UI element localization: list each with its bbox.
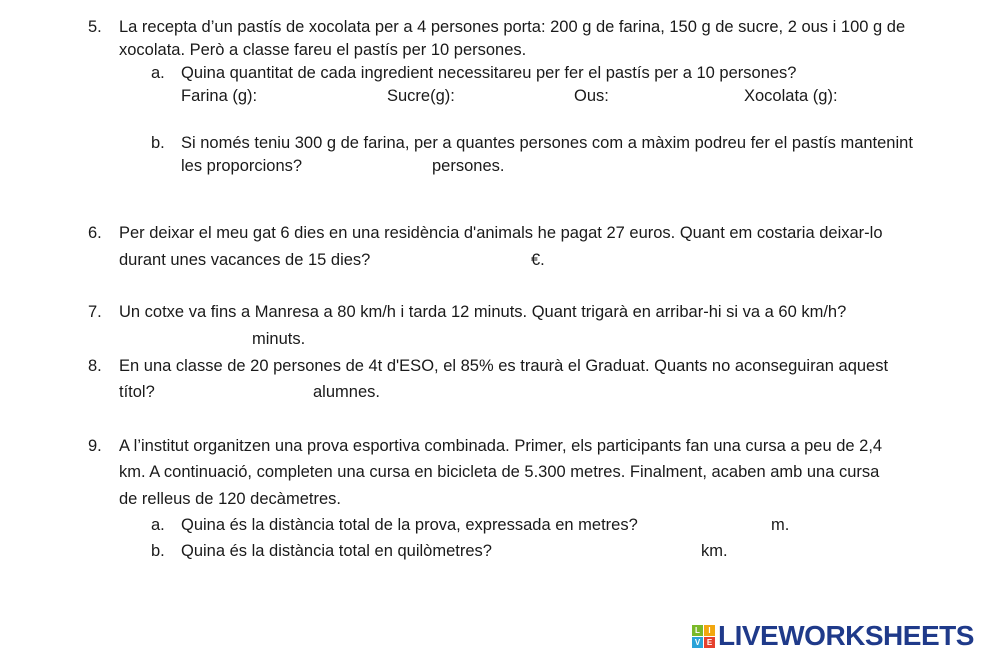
q8-text-line2: títol?: [119, 383, 155, 401]
q5a-letter: a.: [151, 64, 165, 82]
q7-text-line1: Un cotxe va fins a Manresa a 80 km/h i tarda 12 minuts. Quant trigarà en arribar-hi si va a 60 km/h?: [119, 303, 847, 321]
q5a-label-ous: Ous:: [574, 87, 609, 105]
q5-text-line2: xocolata. Però a classe fareu el pastís per 10 persones.: [119, 41, 527, 59]
q9b-unit: km.: [701, 542, 728, 560]
logo-cell-i: I: [704, 625, 715, 636]
q5a-label-xocolata: Xocolata (g):: [744, 87, 838, 105]
logo-text: LIVEWORKSHEETS: [718, 620, 974, 651]
logo-cell-v: V: [692, 637, 703, 648]
q6-number: 6.: [88, 224, 102, 242]
q9-text-line1: A l’institut organitzen una prova esportiva combinada. Primer, els participants fan una cursa a peu de 2,4: [119, 437, 883, 455]
q9a-letter: a.: [151, 516, 165, 534]
q9-text-line3: de relleus de 120 decàmetres.: [119, 490, 341, 508]
q9b-letter: b.: [151, 542, 165, 560]
q5a-label-farina: Farina (g):: [181, 87, 258, 105]
q9b-text: Quina és la distància total en quilòmetres?: [181, 542, 492, 560]
q9-number: 9.: [88, 437, 102, 455]
q7-number: 7.: [88, 303, 102, 321]
logo-mark-icon: [692, 625, 715, 648]
liveworksheets-logo: [692, 620, 974, 652]
q8-unit: alumnes.: [313, 383, 380, 401]
q6-text-line2: durant unes vacances de 15 dies?: [119, 251, 371, 269]
q6-text-line1: Per deixar el meu gat 6 dies en una residència d'animals he pagat 27 euros. Quant em costaria deixar-lo: [119, 224, 883, 242]
q5b-text-line1: Si només teniu 300 g de farina, per a quantes persones com a màxim podreu fer el pastís mantenint: [181, 134, 913, 152]
q9a-text: Quina és la distància total de la prova, expressada en metres?: [181, 516, 638, 534]
logo-cell-e: E: [704, 637, 715, 648]
q5b-unit: persones.: [432, 157, 505, 175]
logo-cell-l: L: [692, 625, 703, 636]
q8-number: 8.: [88, 357, 102, 375]
q7-unit: minuts.: [252, 330, 306, 348]
q5b-letter: b.: [151, 134, 165, 152]
q5a-label-sucre: Sucre(g):: [387, 87, 455, 105]
q5b-text-line2: les proporcions?: [181, 157, 303, 175]
q5a-text: Quina quantitat de cada ingredient necessitareu per fer el pastís per a 10 persones?: [181, 64, 797, 82]
q8-text-line1: En una classe de 20 persones de 4t d'ESO, el 85% es traurà el Graduat. Quants no aconseguiran aquest: [119, 357, 889, 375]
q9a-unit: m.: [771, 516, 790, 534]
q5-number: 5.: [88, 18, 102, 36]
q9-text-line2: km. A continuació, completen una cursa en bicicleta de 5.300 metres. Finalment, acaben amb una cursa: [119, 463, 880, 481]
q6-unit: €.: [531, 251, 545, 269]
q5-text-line1: La recepta d’un pastís de xocolata per a 4 persones porta: 200 g de farina, 150 g de sucre, 2 ous i 100 g de: [119, 18, 906, 36]
